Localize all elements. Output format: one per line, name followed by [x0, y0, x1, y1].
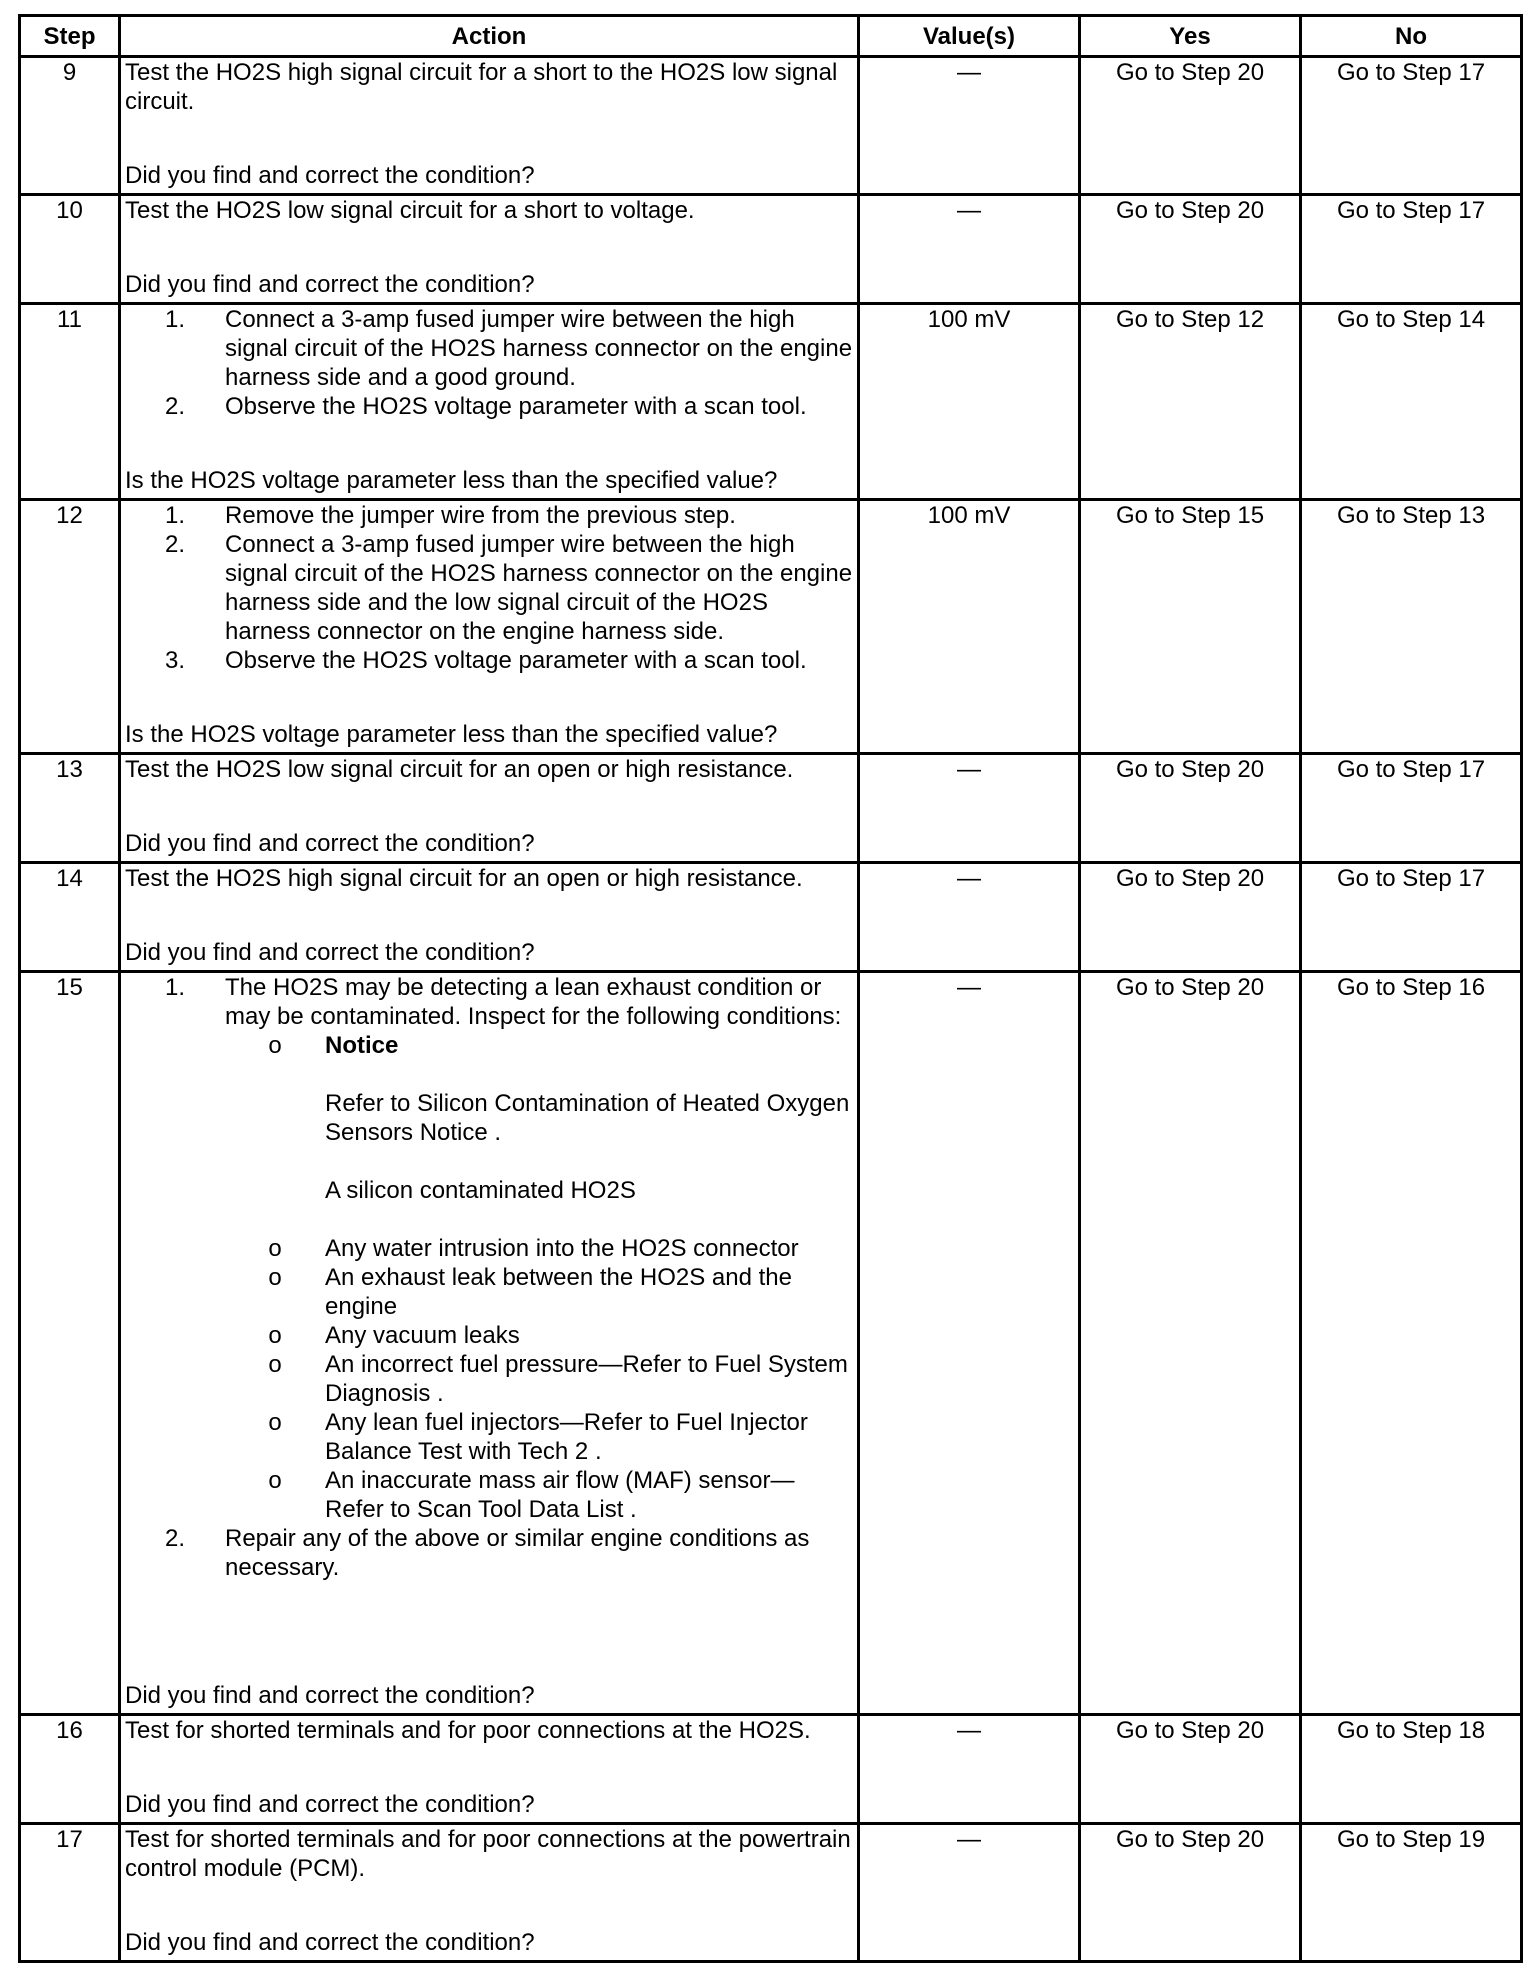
- list-item: [125, 646, 853, 675]
- value-cell: —: [859, 1715, 1080, 1824]
- list-text: The HO2S may be detecting a lean exhaust condition or may be contaminated. Inspect for the following conditions:: [225, 974, 842, 1030]
- yes-cell: [1080, 195, 1301, 304]
- yes-cell: [1080, 754, 1301, 863]
- diagnostic-table: [18, 14, 1523, 1963]
- yes-link[interactable]: Go to Step 20: [1115, 974, 1265, 1001]
- list-number: 1.: [164, 974, 185, 1001]
- bullet: o: [268, 1409, 282, 1436]
- list-item: [125, 501, 853, 530]
- step-number: 11: [20, 304, 120, 500]
- action-text: Test the HO2S low signal circuit for an open or high resistance.: [125, 756, 794, 783]
- step-list: [125, 973, 853, 1582]
- question-text: Did you find and correct the condition?: [125, 939, 535, 966]
- notice-item: A silicon contaminated HO2S: [325, 1177, 636, 1204]
- no-cell: [1301, 1824, 1522, 1962]
- action-text: Test the HO2S low signal circuit for a short to voltage.: [125, 197, 695, 224]
- table-row: [20, 863, 1522, 972]
- table-row: [20, 1824, 1522, 1962]
- yes-link[interactable]: Go to Step 20: [1115, 865, 1265, 892]
- yes-link[interactable]: Go to Step 20: [1115, 756, 1265, 783]
- sub-list-item: [225, 1466, 853, 1524]
- sub-list-item: [225, 1263, 853, 1321]
- yes-link[interactable]: Go to Step 12: [1115, 306, 1265, 333]
- question-text: Did you find and correct the condition?: [125, 162, 535, 189]
- action-cell: [120, 863, 859, 972]
- list-number: 2.: [164, 531, 185, 558]
- step-list: [125, 501, 853, 675]
- header-step: Step: [20, 16, 120, 57]
- bullet: o: [268, 1351, 282, 1378]
- sub-list-text: An inaccurate mass air flow (MAF) sensor—Refer to Scan Tool Data List .: [325, 1467, 795, 1523]
- action-cell: [120, 304, 859, 500]
- step-number: 10: [20, 195, 120, 304]
- step-number: 13: [20, 754, 120, 863]
- yes-cell: [1080, 57, 1301, 195]
- yes-link[interactable]: Go to Step 20: [1115, 197, 1265, 224]
- no-link[interactable]: Go to Step 17: [1336, 59, 1486, 86]
- sub-list-item: [225, 1321, 853, 1350]
- no-link[interactable]: Go to Step 19: [1336, 1826, 1486, 1853]
- list-item: [125, 392, 853, 421]
- action-cell: [120, 195, 859, 304]
- step-number: 12: [20, 500, 120, 754]
- no-cell: [1301, 863, 1522, 972]
- action-text: Test the HO2S high signal circuit for a short to the HO2S low signal circuit.: [125, 59, 838, 115]
- no-cell: [1301, 57, 1522, 195]
- question-text: Did you find and correct the condition?: [125, 1682, 535, 1709]
- sub-list-text: Any water intrusion into the HO2S connector: [325, 1235, 799, 1262]
- header-row: [20, 16, 1522, 57]
- action-cell: [120, 754, 859, 863]
- sub-list-text: An incorrect fuel pressure—Refer to Fuel System Diagnosis .: [325, 1351, 848, 1407]
- bullet: o: [268, 1322, 282, 1349]
- list-number: 1.: [164, 306, 185, 333]
- table-row: [20, 57, 1522, 195]
- header-action: Action: [120, 16, 859, 57]
- value-cell: —: [859, 863, 1080, 972]
- sub-list-text: Any vacuum leaks: [325, 1322, 520, 1349]
- list-text: Connect a 3-amp fused jumper wire between the high signal circuit of the HO2S harness connector on the engine harness side and the low signal circuit of the HO2S harness connector on the engine harness side.: [225, 531, 853, 645]
- no-link[interactable]: Go to Step 18: [1336, 1717, 1486, 1744]
- no-cell: [1301, 304, 1522, 500]
- list-item: [125, 305, 853, 392]
- value-cell: —: [859, 972, 1080, 1715]
- no-link[interactable]: Go to Step 17: [1336, 756, 1486, 783]
- header-value: Value(s): [859, 16, 1080, 57]
- list-number: 1.: [164, 502, 185, 529]
- action-text: Test the HO2S high signal circuit for an open or high resistance.: [125, 865, 803, 892]
- sub-list-item: [225, 1408, 853, 1466]
- list-text: Remove the jumper wire from the previous step.: [225, 502, 736, 529]
- action-cell: [120, 57, 859, 195]
- value-cell: —: [859, 57, 1080, 195]
- table-row: [20, 195, 1522, 304]
- value-cell: —: [859, 195, 1080, 304]
- action-text: Test for shorted terminals and for poor connections at the powertrain control module (PCM).: [125, 1826, 851, 1882]
- yes-link[interactable]: Go to Step 20: [1115, 1826, 1265, 1853]
- value-cell: —: [859, 754, 1080, 863]
- question-text: Did you find and correct the condition?: [125, 1791, 535, 1818]
- no-cell: [1301, 972, 1522, 1715]
- no-link[interactable]: Go to Step 17: [1336, 197, 1486, 224]
- yes-link[interactable]: Go to Step 20: [1115, 1717, 1265, 1744]
- table-row: [20, 1715, 1522, 1824]
- value-cell: 100 mV: [859, 304, 1080, 500]
- question-text: Is the HO2S voltage parameter less than the specified value?: [125, 721, 778, 748]
- notice-title: Notice: [325, 1032, 399, 1059]
- list-text: Observe the HO2S voltage parameter with a scan tool.: [225, 647, 807, 674]
- bullet: o: [268, 1235, 282, 1262]
- step-number: 9: [20, 57, 120, 195]
- list-item: [125, 973, 853, 1524]
- bullet: o: [268, 1264, 282, 1291]
- no-link[interactable]: Go to Step 13: [1336, 502, 1486, 529]
- value-cell: 100 mV: [859, 500, 1080, 754]
- question-text: Did you find and correct the condition?: [125, 271, 535, 298]
- list-number: 2.: [164, 393, 185, 420]
- sub-list-item: [125, 1031, 853, 1234]
- notice-text: Refer to Silicon Contamination of Heated Oxygen Sensors Notice .: [325, 1090, 850, 1146]
- no-link[interactable]: Go to Step 14: [1336, 306, 1486, 333]
- question-text: Did you find and correct the condition?: [125, 830, 535, 857]
- list-item: [125, 1524, 853, 1582]
- value-cell: —: [859, 1824, 1080, 1962]
- table-row: [20, 304, 1522, 500]
- list-text: Repair any of the above or similar engine conditions as necessary.: [225, 1525, 810, 1581]
- no-cell: [1301, 754, 1522, 863]
- yes-link[interactable]: Go to Step 20: [1115, 59, 1265, 86]
- list-item: [125, 530, 853, 646]
- sub-list-item: [225, 1350, 853, 1408]
- action-cell: [120, 500, 859, 754]
- yes-cell: [1080, 500, 1301, 754]
- yes-cell: [1080, 972, 1301, 1715]
- step-number: 16: [20, 1715, 120, 1824]
- step-number: 14: [20, 863, 120, 972]
- step-list: [125, 305, 853, 421]
- no-cell: [1301, 1715, 1522, 1824]
- list-text: Connect a 3-amp fused jumper wire between the high signal circuit of the HO2S harness connector on the engine harness side and a good ground.: [225, 306, 853, 391]
- yes-cell: [1080, 304, 1301, 500]
- action-text: Test for shorted terminals and for poor connections at the HO2S.: [125, 1717, 811, 1744]
- yes-cell: [1080, 1715, 1301, 1824]
- table-row: [20, 500, 1522, 754]
- sub-list-text: An exhaust leak between the HO2S and the engine: [325, 1264, 792, 1320]
- yes-cell: [1080, 1824, 1301, 1962]
- yes-cell: [1080, 863, 1301, 972]
- no-link[interactable]: Go to Step 17: [1336, 865, 1486, 892]
- step-number: 15: [20, 972, 120, 1715]
- bullet: o: [268, 1467, 282, 1494]
- step-number: 17: [20, 1824, 120, 1962]
- no-cell: [1301, 195, 1522, 304]
- no-cell: [1301, 500, 1522, 754]
- action-cell: [120, 972, 859, 1715]
- action-cell: [120, 1715, 859, 1824]
- table-row: [20, 754, 1522, 863]
- list-number: 2.: [164, 1525, 185, 1552]
- header-yes: Yes: [1080, 16, 1301, 57]
- action-cell: [120, 1824, 859, 1962]
- question-text: Is the HO2S voltage parameter less than the specified value?: [125, 467, 778, 494]
- yes-link[interactable]: Go to Step 15: [1115, 502, 1265, 529]
- list-number: 3.: [164, 647, 185, 674]
- header-no: No: [1301, 16, 1522, 57]
- bullet: o: [268, 1032, 282, 1059]
- list-text: Observe the HO2S voltage parameter with a scan tool.: [225, 393, 807, 420]
- sub-list-text: Any lean fuel injectors—Refer to Fuel Injector Balance Test with Tech 2 .: [325, 1409, 808, 1465]
- question-text: Did you find and correct the condition?: [125, 1929, 535, 1956]
- table-row: [20, 972, 1522, 1715]
- no-link[interactable]: Go to Step 16: [1336, 974, 1486, 1001]
- sub-list-item: [225, 1234, 853, 1263]
